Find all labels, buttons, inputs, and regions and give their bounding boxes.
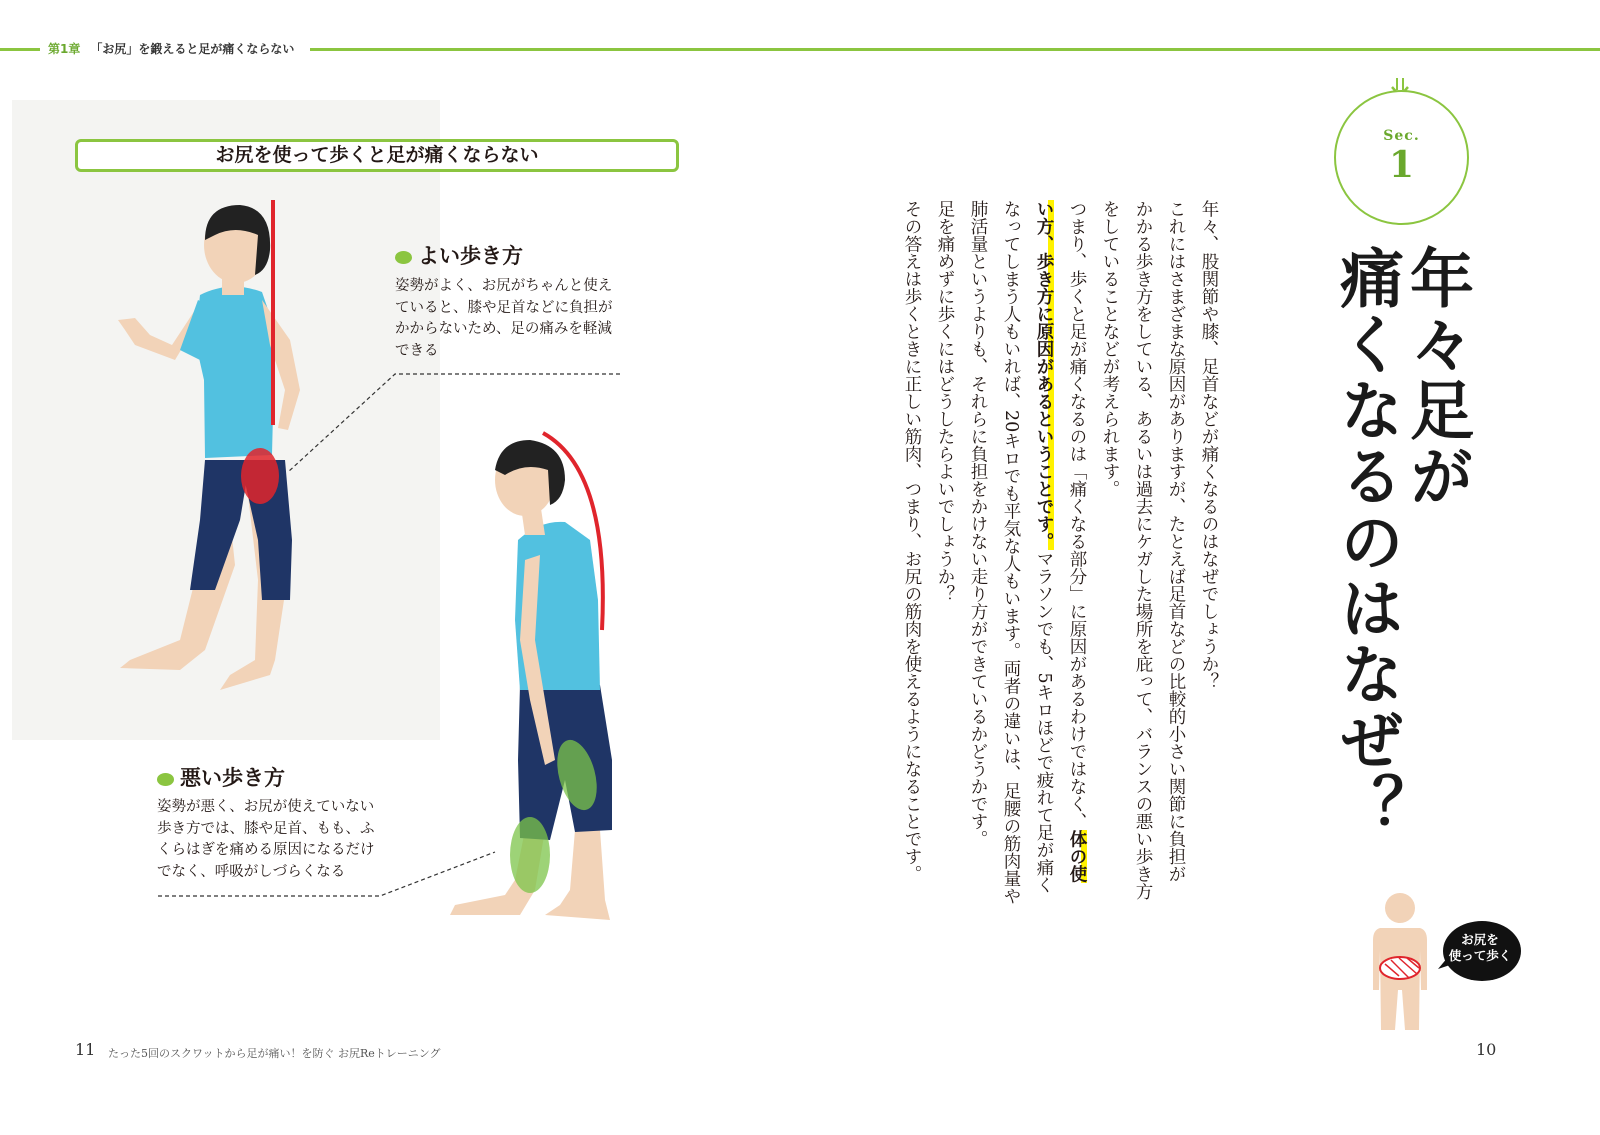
bubble-line: 使って歩く xyxy=(1448,948,1512,963)
chapter-title: 「お尻」を鍛えると足が痛くならない xyxy=(90,42,295,56)
book-title-footer: たった5回のスクワットから足が痛い！を防ぐ お尻Reトレーニング xyxy=(108,1047,441,1060)
bad-walk-line: でなく、呼吸がしづらくなる xyxy=(157,863,346,880)
body-column: をしていることなどが考えられます。 xyxy=(1100,200,1120,498)
body-highlight: 体の使 xyxy=(1067,830,1087,883)
body-column xyxy=(1060,200,1093,940)
good-walker-figure xyxy=(118,200,300,690)
body-column: 肺活量というよりも、それらに負担をかけない走り方ができているかどうかです。 xyxy=(968,200,988,848)
body-column: なってしまう人もいれば、20キロでも平気な人もいます。両者の違いは、足腰の筋肉量や xyxy=(1001,200,1021,905)
page-number-right: 10 xyxy=(1476,1040,1497,1059)
section-label: Sec. xyxy=(1383,128,1420,144)
good-walk-heading xyxy=(395,240,523,270)
body-column: これにはさまざまな原因がありますが、たとえば足首などの比較的小さい関節に負担が xyxy=(1166,200,1186,883)
body-column: 足を痛めずに歩くにはどうしたらよいでしょうか？ xyxy=(935,200,955,603)
body-figure-icon xyxy=(1365,890,1435,1040)
body-column xyxy=(1027,200,1060,940)
body-column: その答えは歩くときに正しい筋肉、つまり、お尻の筋肉を使えるようになることです。 xyxy=(902,200,922,883)
good-walk-heading-text: よい歩き方 xyxy=(418,244,523,268)
green-bullet-icon xyxy=(157,773,174,786)
good-walk-line: 姿勢がよく、お尻がちゃんと使え xyxy=(395,278,613,294)
body-text: つまり、歩くと足が痛くなるのは「痛くなる部分」に原因があるわけではなく、 xyxy=(1067,200,1087,830)
bad-walk-heading xyxy=(157,762,285,792)
good-walk-line: できる xyxy=(395,342,439,359)
good-walk-text xyxy=(395,276,613,362)
good-walk-line: かからないため、足の痛みを軽減 xyxy=(395,321,612,337)
figure-title-box: お尻を使って歩くと足が痛くならない xyxy=(75,139,679,172)
section-title-line2: 痛くなるのはなぜ？ xyxy=(1329,245,1404,839)
chapter-label: 第1章 xyxy=(48,42,81,56)
bad-walk-line: 歩き方では、膝や足首、もも、ふ xyxy=(157,820,375,837)
speech-bubble-text xyxy=(1438,932,1522,964)
section-title-line1: 年々足が xyxy=(1399,245,1474,509)
bad-walker-figure xyxy=(450,433,612,920)
body-highlight: い方、歩き方に原因があるということです。 xyxy=(1034,200,1054,550)
bad-walk-heading-text: 悪い歩き方 xyxy=(180,766,285,790)
body-column: かかる歩き方をしている、あるいは過去にケガした場所を庇って、バランスの悪い歩き方 xyxy=(1133,200,1153,900)
section-number: 1 xyxy=(1388,144,1415,186)
bubble-line: お尻を xyxy=(1461,932,1499,947)
good-walk-line: ていると、膝や足首などに負担が xyxy=(395,299,613,316)
body-text: マラソンでも、5キロほどで疲れて足が痛く xyxy=(1034,550,1054,894)
page-number-left: 11 xyxy=(75,1040,96,1059)
section-badge xyxy=(1334,90,1469,225)
bad-walk-line: くらはぎを痛める原因になるだけ xyxy=(157,842,375,858)
body-column: 年々、股関節や膝、足首などが痛くなるのはなぜでしょうか？ xyxy=(1199,200,1219,690)
green-bullet-icon xyxy=(395,251,412,264)
bad-walk-text xyxy=(157,797,375,883)
bad-walk-line: 姿勢が悪く、お尻が使えていない xyxy=(157,799,375,815)
